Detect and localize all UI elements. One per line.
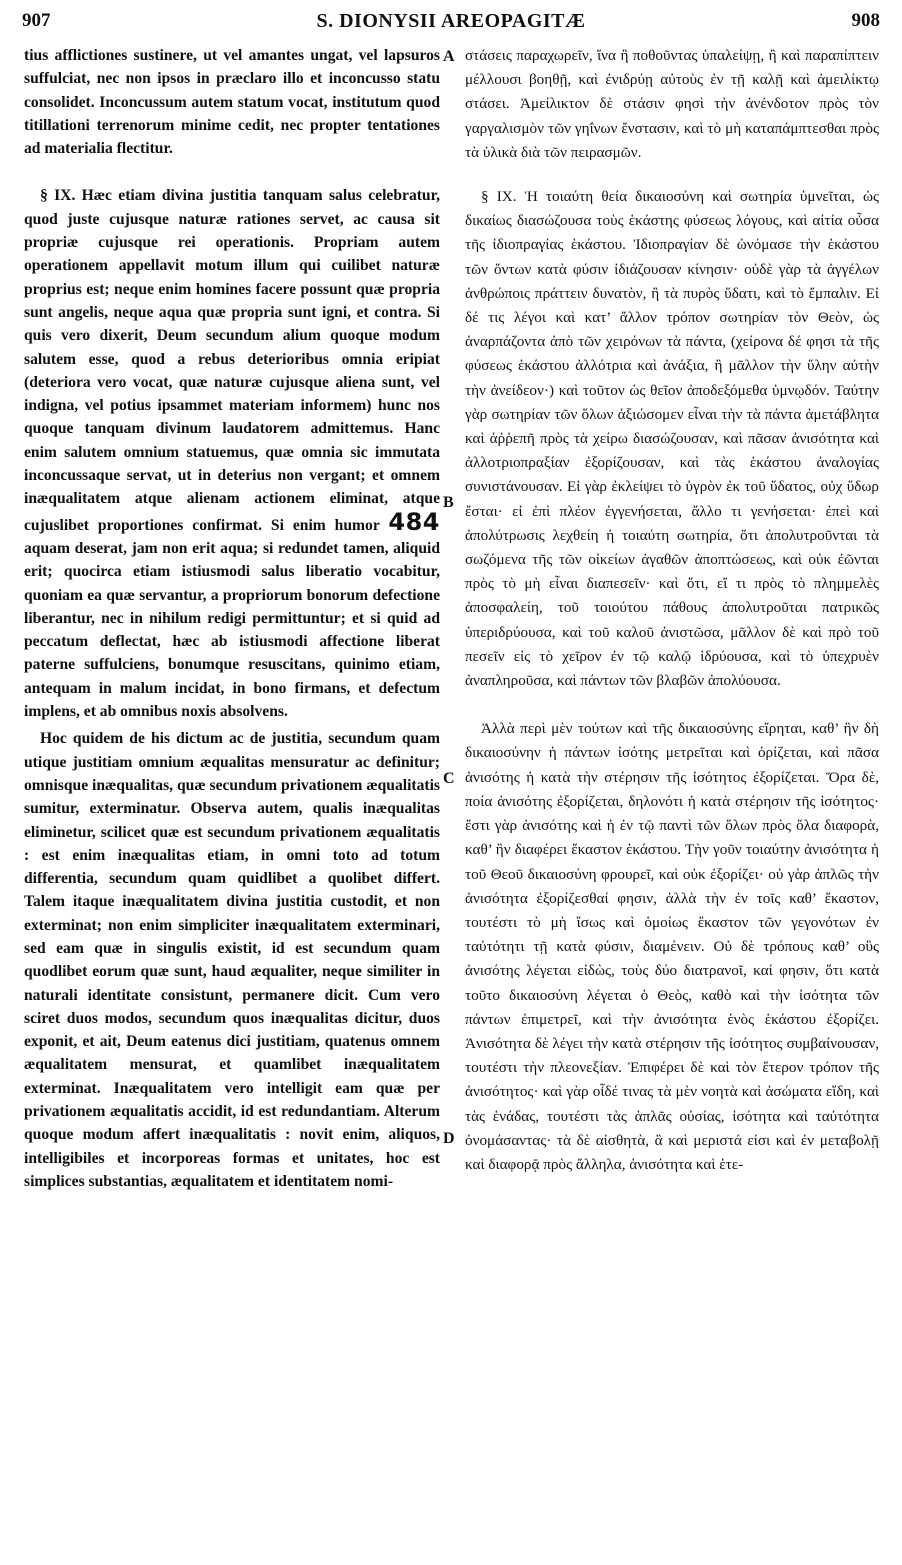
latin-paragraph-1: tius afflictiones sustinere, ut vel amantes ungat, vel lapsuros suffulciat, nec non ipsos in præclaro illo et inconcusso statu consolidet. Inconcussum autem statum vocat, institutum quod titillationi terrenorum minime cedit, nec propter tentationes ad materialia flectitur.	[24, 47, 440, 158]
latin-paragraph-2-part-1: § IX. Hæc etiam divina justitia tanquam salus celebratur, quod juste cujusque naturæ rationes servet, ac causa sit propriæ cujusque rei operationis. Propriam autem operationem appellavit motum illum qui cuilibet naturæ proprius est; neque enim homines facere possunt quæ propria sunt angelis, neque aqua quæ propria sunt igni, et contra. Si quis vero dixerit, Deum secundum alium quoque modum salutem esse, quod a rebus deterioribus omnia eripiat (deteriora vero vocat, quæ naturæ cujusque aliena sunt, vel indigna, vel potius ipsammet materiam informem) hunc nos quoque tanquam divinum laudatorem admittemus. Hanc enim salutem omnium statuemus, quæ omnia sic immutata inconcussaque servat, ut in deterius non vergant; et omnem inæqualitatem atque alienam actionem eliminat, atque cujuslibet proportiones confirmat. Si enim humor	[24, 187, 440, 534]
margin-letter-c: C	[443, 770, 455, 787]
latin-paragraph-2	[24, 184, 440, 723]
page-number-right: 908	[851, 10, 880, 31]
greek-paragraph-1: στάσεις παραχωρεῖν, ἵνα ἢ ποθοῦντας ὑπαλείψῃ, ἢ καὶ παραπίπτειν μέλλουσι βοηθῇ, καὶ ἐνιδρύῃ αὐτοὺς ἐν τῇ καλῇ καὶ ἀμειλίκτῳ στάσει. Ἀμείλικτον δὲ στάσιν φησὶ τὴν ἀνένδοτον πρὸς τὸν γαργαλισμὸν τῶν γηΐνων ἔνστασιν, καὶ τὸ μὴ καταπάμπτεσθαι πρὸς τὰ ὑλικὰ διὰ τῶν πειρασμῶν.	[465, 47, 879, 161]
page-number-left: 907	[22, 10, 51, 31]
greek-paragraph-3: Ἀλλὰ περὶ μὲν τούτων καὶ τῆς δικαιοσύνης εἴρηται, καθ’ ἣν δὴ δικαιοσύνην ἡ πάντων ἰσότης μετρεῖται καὶ ὁρίζεται, καὶ πᾶσα ἀνισότης ἡ κατὰ τὴν στέρησιν τῆς ἰσότητος ἐξορίζεται. Ὅρα δὲ, ποία ἀνισότης ἐξορίζεται, δηλονότι ἡ κατὰ στέρησιν τῆς ἰσότητος· ἔστι γὰρ ἀνισότης καὶ ἡ ἐν τῷ παντὶ τῶν ὅλων πρὸς ὅλα διαφορὰ, καθ’ ἣν διαφέρει ἕκαστον ἑκάστου. Τὴν γοῦν τοιαύτην ἀνισότητα ἡ τοῦ Θεοῦ δικαιοσύνη φρουρεῖ, καὶ οὐκ ἐξορίζει· οὐ γὰρ ἁπλῶς τὴν ἀνισότητα ἐξορίζεσθαί φησιν, ἀλλὰ τὴν ἐν τοῖς καθ’ ἕκαστον, τουτέστι τὸ μὴ ἴσως καὶ ὁμοίως ἕκαστον τῶν γεγονότων ἐν ταὐτότητι τῇ κατὰ φύσιν, διαμένειν. Οὐ δὲ τρόπους καθ’ οὓς ἀνισότης λέγεται εἰδὼς, τοὺς δύο διατρανοῖ, καί φησιν, ὅτι κατὰ τοῦτο δικαιοσύνη λέγεται ὁ Θεὸς, καθὸ καὶ τὴν ἰσότητα τῶν πάντων ἐπιμετρεῖ, καὶ τὴν ἀνισότητα ἑνὸς ἑκάστου ἐξορίζει. Ἀνισότητα δὲ λέγει τὴν κατὰ στέρησιν τῆς ἰσότητος συμβαίνουσαν, τουτέστι τὴν πλεονεξίαν. Ἐπιφέρει δὲ καὶ τὸν ἕτερον τρόπον τῆς ἀνισότητος· καὶ γὰρ οἶδέ τινας τὰ μὲν νοητὰ καὶ ἀσώματα εἴδη, καὶ τὰς ἑνάδας, τουτέστι τὰς ἁπλᾶς οὐσίας, ἰσότητα καὶ ταὐτότητα ὀνομάσαντας· τὰ δὲ αἰσθητὰ, ἃ καὶ μεριστά εἰσι καὶ ἐν μεταβολῇ καὶ διαφορᾷ πρὸς ἄλληλα, ἀνισότητα καὶ ἑτε-	[465, 720, 879, 1173]
latin-column	[24, 44, 440, 1555]
page-header	[22, 10, 880, 36]
greek-column	[465, 44, 879, 1555]
greek-paragraph-2: § IX. Ἡ τοιαύτη θεία δικαιοσύνη καὶ σωτηρία ὑμνεῖται, ὡς δικαίως διασώζουσα τοὺς ἑκάστης φύσεως λόγους, καὶ αἰτία οὖσα τῆς ἰδιοπραγίας ἑκάστου. Ἰδιοπραγίαν δὲ ὠνόμασε τὴν ἑκάστου τῶν ὄντων κατὰ φύσιν ἰδιάζουσαν κίνησιν· οὐδὲ γὰρ τὰ ἀγγέλων ἀνθρώποις πράττειν δυνατὸν, ἢ τὰ πυρὸς ὕδατι, καὶ τὸ ἔμπαλιν. Εἰ δέ τις λέγοι καὶ κατ’ ἄλλον τρόπον σωτηρίαν τὸν Θεὸν, ὡς ἀναρπάζοντα ἀπὸ τῶν χειρόνων τὰ πάντα, (χείρονα δέ φησι τὰ τῆς φύσεως ἑκάστου ἀλλότρια καὶ ἀνάξια, ἢ μᾶλλον τὴν ὕλην αὐτὴν τὴν ἀνείδεον·) καὶ τοῦτον ὡς θεῖον ἀποδεξόμεθα ὑμνῳδόν. Ταύτην γὰρ σωτηρίαν τῶν ὅλων ἀξιώσομεν εἶναι τὴν τὰ πάντα ἀμετάβλητα καὶ ἀῤῥεπῆ πρὸς τὰ χείρω διασώζουσαν, καὶ πᾶσαν ἀνισότητα καὶ ἀλλοτριοπραξίαν ἐξορίζουσαν, καὶ τὰς ἑκάστου ἀναλογίας συνιστάνουσαν. Εἰ γὰρ ἐκλείψει τὸ ὑγρὸν ἐκ τοῦ ὕδατος, οὐχ ὕδωρ ἔσται· εἰ ἐπὶ πλέον ἐγγενήσεται, ἄλλο τι γενήσεται· ἐπεὶ καὶ ἀπολύτρωσις λεχθείη ἡ τοιαύτη σωτηρία, ὅτι ἀπολυτροῦνται τὰ σωζόμενα τῆς τῶν οἰκείων ἀγαθῶν ἀποπτώσεως, καὶ οὐκ ἐῶνται πρὸς τὸ μὴ εἶναι διαπεσεῖν· καὶ ὅτι, εἴ τι πρὸς τὸ πλημμελὲς ἀποσφαλείη, τοῦ τοιούτου πάθους ἀπολυτροῦται πατρικῶς ὑπεριδρύουσα, καὶ τοῦ καλοῦ ἀνιστῶσα, μᾶλλον δὲ καὶ πρὸ τοῦ πεσεῖν εἰς τὸ χεῖρον ἐν τῷ καλῷ ἱδρύουσα, καὶ τὸ ὑπεχρυὲν ἀναπληροῦσα, καὶ πάντων τῶν βλαβῶν ἀπολύουσα.	[465, 188, 879, 690]
margin-letter-b: B	[443, 494, 454, 511]
column-number: 484	[388, 507, 440, 536]
margin-letter-a: A	[443, 48, 455, 65]
latin-paragraph-3: Hoc quidem de his dictum ac de justitia, secundum quam utique justitiam omnium æqualitas mensuratur ac definitur; omnisque inæqualitas, quæ secundum privationem æqualitatis sumitur, exterminatur. Observa autem, qualis inæqualitas eliminetur, scilicet quæ est secundum privationem æqualitatis : est enim inæqualitas etiam, in omni toto ad totum differentia, secundum quam quidlibet a quolibet differt. Talem itaque inæqualitatem divina justitia custodit, et non exterminat; non enim simpliciter inæqualitatem exterminari, sed eam quæ in singulis existit, id est secundum quam quodlibet eorum quæ sunt, haud æqualiter, neque similiter in naturali identitate consistunt, permanere dicit. Cum vero sciret duos modos, secundum quos inæqualitas dicitur, duos exponit, et ait, Deum eatenus dici justitiam, quatenus omnem æqualitatem mensurat, et quamlibet inæqualitatem exterminat. Inæqualitatem vero intelligit eam quæ per privationem æqualitatis accidit, id est redundantiam. Alterum quoque modum affert inæqualitatis : novit enim, aliquos, intelligibiles et incorporeas formas et unitates, hoc est simplices substantias, æqualitatem et identitatem nomi-	[24, 730, 440, 1190]
margin-letter-d: D	[443, 1130, 455, 1147]
latin-paragraph-2-part-2: aquam deserat, jam non erit aqua; si redundet tamen, aliquid erit; quocirca etiam istiusmodi salus liberatio vocabitur, quoniam ea quæ servantur, a propriorum bonorum defectione liberantur, nec in nihilum redigi permittuntur; et si quid ad peccatum deflectat, hæc ab istiusmodi affectione liberat paterne suffulciens, bonumque resuscitans, quinimo etiam, antequam in malum incidat, in bono firmans, et defectum implens, et ab omnibus noxis absolvens.	[24, 539, 440, 721]
running-title: S. DIONYSII AREOPAGITÆ	[316, 10, 586, 32]
